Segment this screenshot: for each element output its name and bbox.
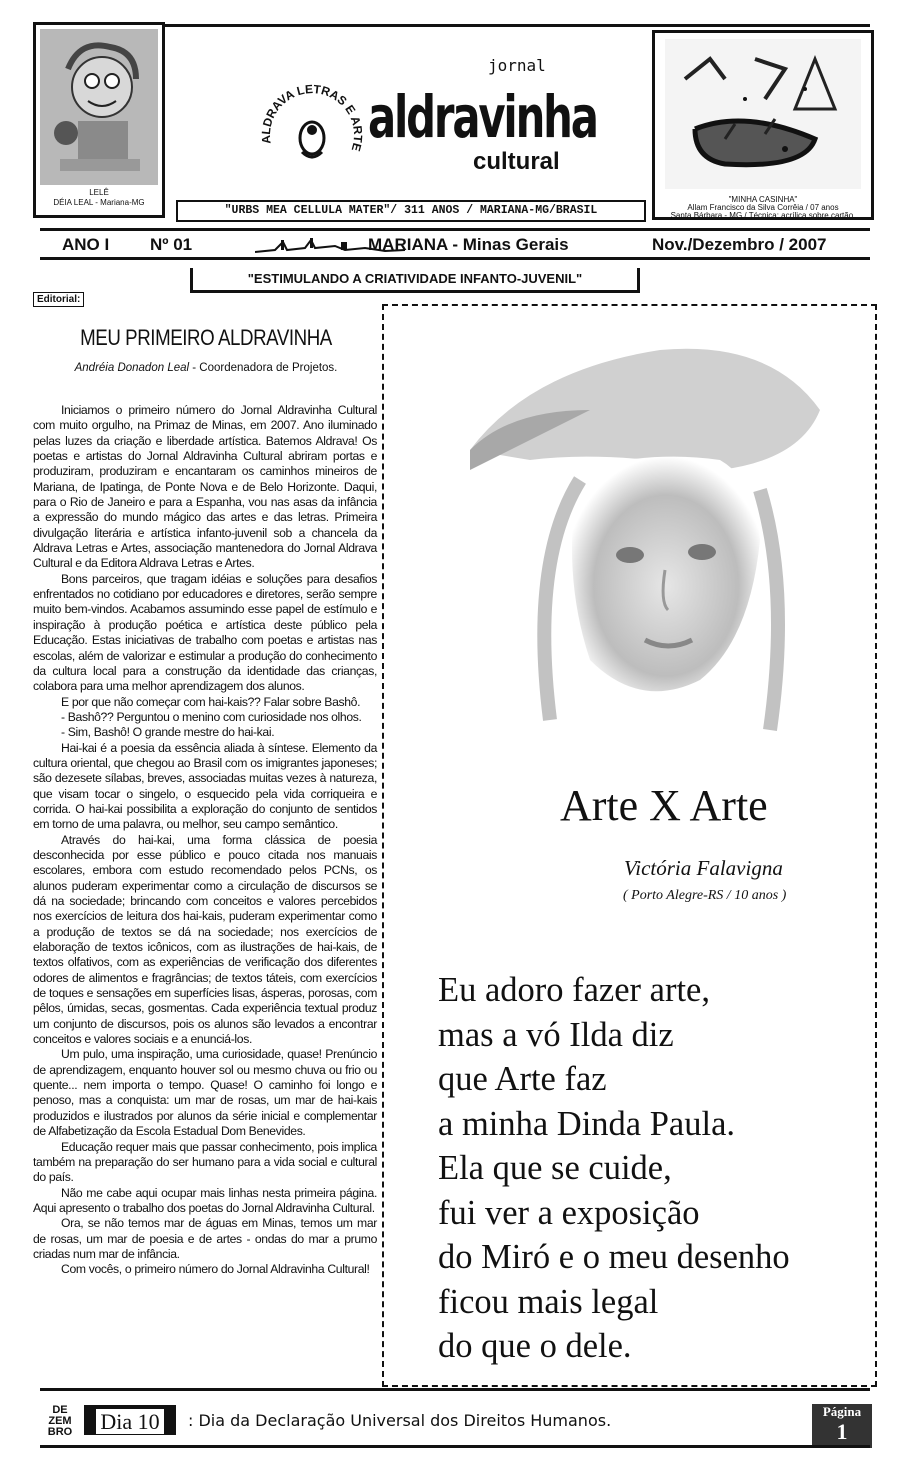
casinha-caption-title: "MINHA CASINHA" (728, 195, 798, 204)
svg-text:ALDRAVA LETRAS E ARTES: ALDRAVA LETRAS E ARTE (258, 82, 366, 153)
footer-bottom-rule (40, 1445, 870, 1448)
footer-month-line: BRO (47, 1426, 73, 1438)
lele-caption-author: DÉIA LEAL - Mariana-MG (53, 198, 145, 207)
poem-line: a minha Dinda Paula. (438, 1104, 736, 1143)
editorial-tag: Editorial: (33, 292, 84, 307)
editorial-paragraph: Um pulo, uma inspiração, uma curiosidade, quase! Prenúncio de aprendizagem, enquanto houver sol ou mesmo chuva ou frio ou quente... nem importa o tempo. Quase! O caminho foi longo e penoso, mas a conquista: um mar de rosas, um mar de hai-kais produzidos e ilustrados por alunos da série inicial e complementar de Alfabetização da Escola Estadual Dom Benevides. (33, 1047, 377, 1139)
poem-line: ficou mais legal (438, 1282, 659, 1321)
aldrava-seal-logo (258, 78, 366, 186)
poem-author: Victória Falavigna (624, 856, 783, 880)
poem-title: Arte X Arte (560, 781, 768, 830)
page-number-badge (812, 1404, 872, 1448)
issue-date: Nov./Dezembro / 2007 (652, 235, 827, 254)
editorial-author: Andréia Donadon Leal (74, 362, 190, 374)
footer-commemoration: : Dia da Declaração Universal dos Direitos Humanos. (188, 1411, 612, 1430)
lele-caption-title: LELÊ (89, 188, 109, 197)
footer-month-line: ZEM (48, 1415, 72, 1427)
motto-banner: "URBS MEA CELLULA MATER"/ 311 ANOS / MARIANA-MG/BRASIL (176, 200, 646, 222)
editorial-paragraph: Iniciamos o primeiro número do Jornal Aldravinha Cultural com muito orgulho, na Primaz de Minas, em 2007. Ano iluminado pelas luzes da criação e liberdade artística. Batemos Aldrava! Os poetas e artistas do Jornal Aldravinha Cultural abriram portas e produziram, produziram e encantaram os caminhos mineiros de Mariana, de Ipatinga, de Ponte Nova e de Belo Horizonte. Daqui, para o Rio de Janeiro e para a Espanha, vou nas asas da infância a expressão do mundo mágico das artes e das letras. Primeira divulgação literária e artística infanto-juvenil sob a chancela da Aldrava Letras e Artes, associação mantenedora do Jornal Aldrava Cultural e da Editora Aldrava Letras e Artes. (33, 403, 377, 571)
footer-top-rule (40, 1388, 870, 1391)
editorial-paragraph: Bons parceiros, que tragam idéias e soluções para desafios enfrentados no cotidiano por educadores e diretores, serão sempre muito bem-vindos. Acabamos assumindo esse papel de estímulo e inspiração à produção poética e artística deste público pela Educação. Estas iniciativas de trabalho com poetas e artistas nas escolas, além de valorizar e estimular a produção do conhecimento da cultura local para a construção da identidade das crianças, colabora para uma melhor aprendizagem dos alunos. (33, 571, 377, 694)
minha-casinha-artwork-image (665, 39, 861, 189)
poem-line: mas a vó Ilda diz (438, 1015, 674, 1054)
minha-casinha-artwork-frame (652, 30, 874, 220)
footer-month (40, 1405, 80, 1438)
lele-artwork-image (40, 29, 158, 185)
poem-line: do Miró e o meu desenho (438, 1238, 790, 1276)
editorial-paragraph: Não me cabe aqui ocupar mais linhas nesta primeira página. Aqui apresento o trabalho dos poetas do Jornal Aldravinha Cultural. (33, 1185, 377, 1215)
issue-year: ANO I (62, 235, 110, 254)
editorial-paragraph: - Sim, Bashô! O grande mestre do hai-kai. (61, 725, 275, 740)
poem-line: que Arte faz (438, 1060, 607, 1098)
logo-jornal-word: jornal (488, 56, 546, 75)
editorial-title: MEU PRIMEIRO ALDRAVINHA (80, 325, 332, 350)
editorial-paragraph: Através do hai-kai, uma forma clássica de poesia desconhecida por esse público e pouco citada nos manuais escolares, embora com estudo recomendado pelos PCNs, os alunos puderam experimentar como a circulação de discursos se dá na sociedade; brincando com conceitos e valores percebidos nos exercícios de leitura dos hai-kais, puderam experimentar como a produção de textos se dá na sociedade; nos exercícios de elaboração de textos icônicos, com as ilustrações de hai-kais, de textos olfativos, com as experiências de verificação dos diferentes odores de alimentos e fragrâncias; de textos táteis, com exercícios de toques e sensações em superfícies lisas, ásperas, porosas, com pêlos, úmidas, secas, gosmentas. Cada experiência textual produz um conjunto de discursos, pois os alunos são levados a encontrar conceitos e valores sociais e a enunciá-los. (33, 832, 377, 1047)
footer-month-line: DE (52, 1404, 68, 1416)
poem-text (438, 968, 790, 1369)
poem-line: Eu adoro fazer arte, (438, 971, 710, 1009)
editorial-paragraph: - Bashô?? Perguntou o menino com curiosidade nos olhos. (61, 709, 362, 724)
issue-number: Nº 01 (150, 235, 193, 254)
logo-subtitle: cultural (473, 148, 560, 175)
casinha-caption-author: Allam Francisco da Silva Corrêia / 07 anos (687, 203, 839, 212)
logo-title: aldravinha (368, 83, 597, 151)
editorial-author-role: - Coordenadora de Projetos. (189, 362, 338, 374)
page-label: Página (822, 1404, 862, 1419)
poem-origin: ( Porto Alegre-RS / 10 anos ) (623, 888, 787, 903)
footer-day-badge (84, 1405, 176, 1435)
child-portrait-image (470, 340, 840, 740)
editorial-paragraph: Hai-kai é a poesia da essência aliada à síntese. Elemento da cultura oriental, que chegou ao Brasil com os imigrantes japoneses; são dezesete sílabas, breves, associadas muitas vezes à natureza, que visam tocar o singelo, o esquecido pela vida corriqueira e corrida. O hai-kai possibilita a exploração do conjunto de sentidos em torno de uma palavra, ou melhor, seu campo semântico. (33, 740, 377, 832)
editorial-body (33, 403, 377, 1278)
issue-info-bar (40, 228, 870, 260)
lele-artwork-frame (33, 22, 165, 218)
issue-location: MARIANA - Minas Gerais (368, 235, 569, 254)
editorial-paragraph: E por que não começar com hai-kais?? Falar sobre Bashô. (61, 694, 361, 709)
editorial-paragraph: Com vocês, o primeiro número do Jornal Aldravinha Cultural! (61, 1262, 370, 1277)
editorial-paragraph: Ora, se não temos mar de águas em Minas, temos um mar de rosas, um mar de poesia e de artes - ondas do mar a prumo criadas num mar de infância. (33, 1216, 377, 1261)
casinha-caption-technique: Santa Bárbara - MG / Técnica: acrílica sobre cartão. (670, 211, 856, 220)
poem-line: Ela que se cuide, (438, 1149, 672, 1187)
editorial-byline (40, 362, 372, 374)
editorial-paragraph: Educação requer mais que passar conhecimento, pois implica também na preparação do ser humano para a vida social e cultural do país. (33, 1139, 377, 1185)
poem-line: fui ver a exposição (438, 1193, 700, 1232)
page-number: 1 (836, 1419, 848, 1444)
footer-day: Dia 10 (95, 1408, 164, 1435)
poem-line: do que o dele. (438, 1327, 632, 1365)
slogan-banner: "ESTIMULANDO A CRIATIVIDADE INFANTO-JUVENIL" (190, 268, 640, 293)
